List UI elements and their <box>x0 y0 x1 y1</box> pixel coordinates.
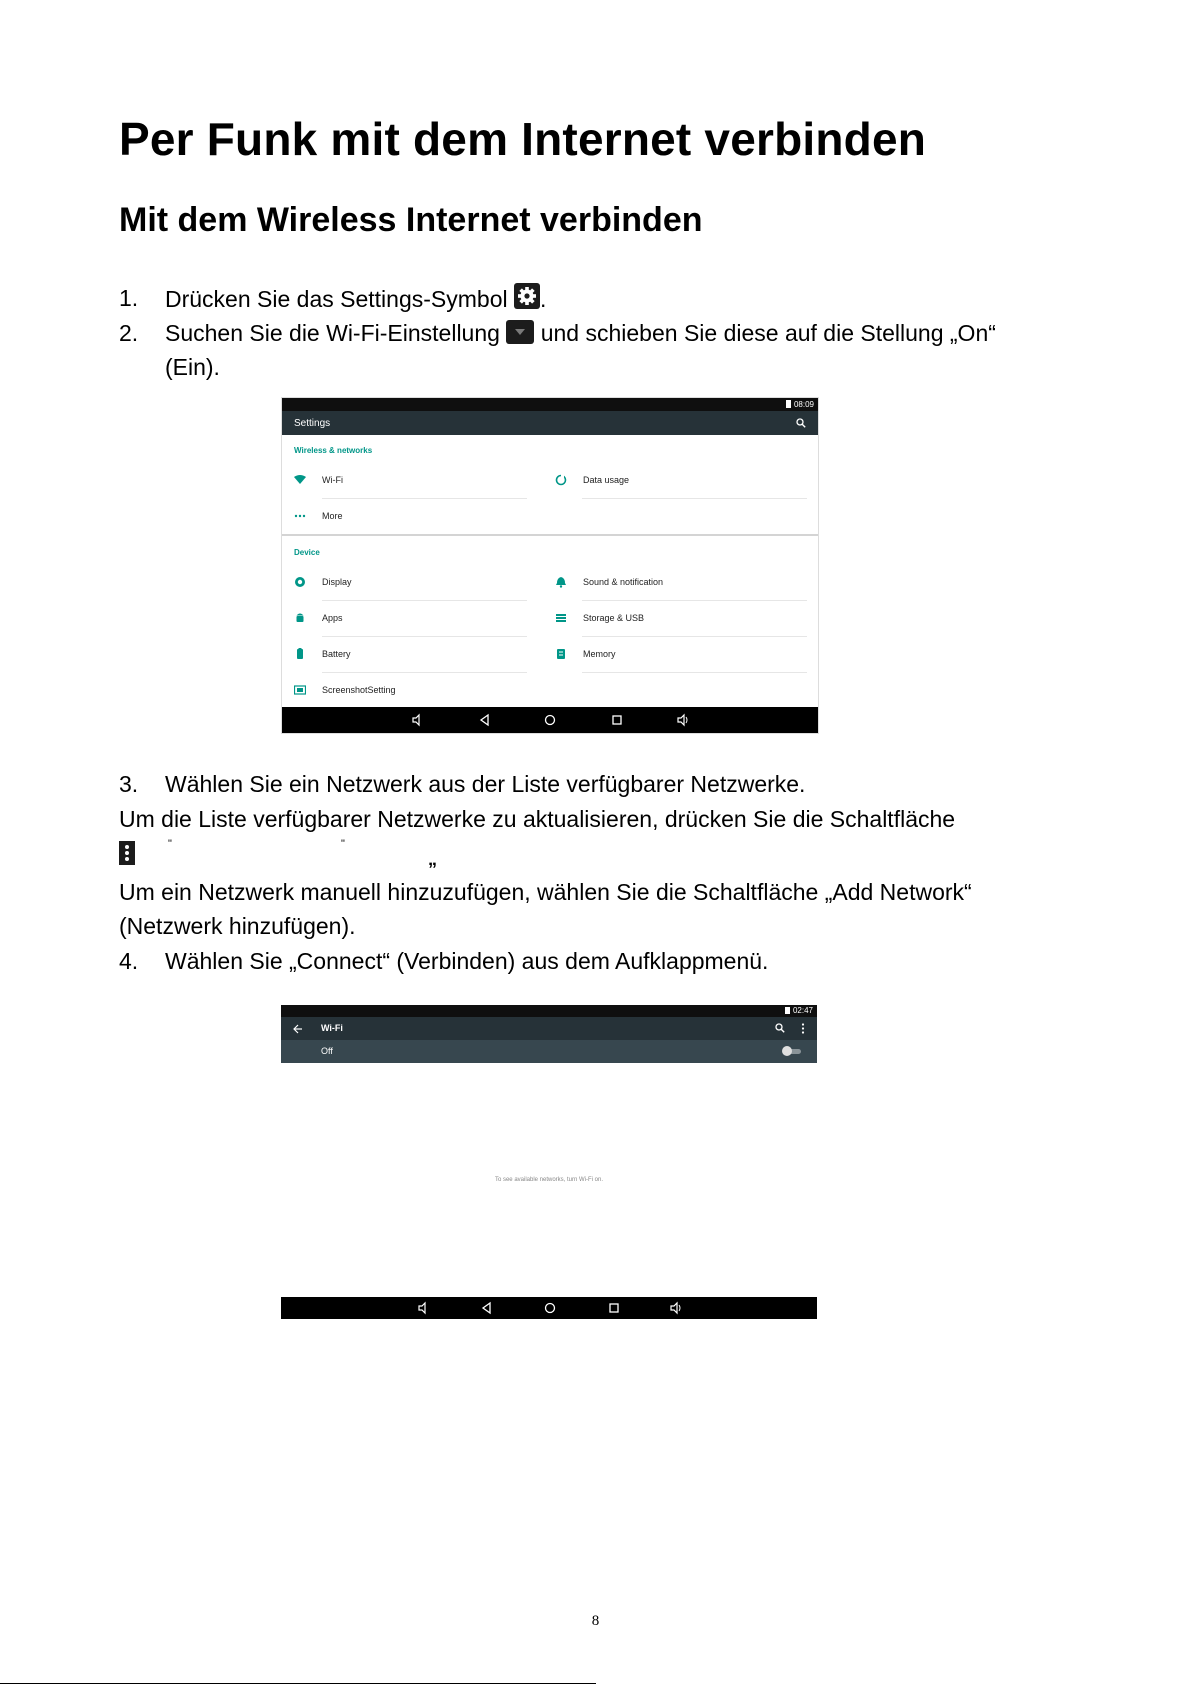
wifi-toggle-label: Off <box>321 1046 333 1056</box>
bell-icon <box>555 576 567 588</box>
clipped-text-fragment-1: " <box>168 838 172 850</box>
step-1-tail: . <box>540 286 547 312</box>
clipped-text-fragment-2: " <box>341 838 345 850</box>
step-1-text: Drücken Sie das Settings-Symbol <box>165 286 508 312</box>
recents-icon-2[interactable] <box>607 1301 621 1315</box>
settings-screenshot <box>281 397 819 734</box>
overflow-menu-icon <box>119 841 135 865</box>
wifi-toggle-bar[interactable] <box>281 1040 817 1063</box>
home-icon-2[interactable] <box>543 1301 557 1315</box>
settings-item-sound-label: Sound & notification <box>583 577 664 587</box>
overflow-menu-icon-2[interactable] <box>801 1023 805 1034</box>
step-2-text: Suchen Sie die Wi-Fi-Einstellung <box>165 320 500 346</box>
settings-item-apps-label: Apps <box>322 613 343 623</box>
recents-icon[interactable] <box>610 713 624 727</box>
volume-up-icon[interactable] <box>676 713 690 727</box>
settings-item-display-label: Display <box>322 577 352 587</box>
more-dots-icon <box>294 510 306 522</box>
section-wireless-networks: Wireless & networks <box>294 446 373 455</box>
back-arrow-icon[interactable] <box>293 1024 303 1034</box>
section-heading: Mit dem Wireless Internet verbinden <box>119 201 703 239</box>
step-2-tail: und schieben Sie diese auf die Stellung „On“ <box>540 320 996 346</box>
refresh-instruction: Um die Liste verfügbarer Netzwerke zu aktualisieren, drücken Sie die Schaltfläche <box>119 806 956 832</box>
battery-status-icon <box>786 400 791 408</box>
page-number: 8 <box>591 1613 600 1629</box>
step-4-text: Wählen Sie „Connect“ (Verbinden) aus dem Aufklappmenü. <box>165 948 769 974</box>
step-1 <box>119 283 138 313</box>
step-2-continuation: (Ein). <box>165 354 220 380</box>
navigation-bar <box>282 707 818 733</box>
home-icon[interactable] <box>543 713 557 727</box>
step-1-text-line <box>165 283 546 314</box>
status-time-2: 02:47 <box>792 1006 813 1015</box>
footer-rule <box>0 1683 596 1684</box>
storage-icon <box>555 612 567 624</box>
android-apps-icon <box>294 612 306 624</box>
step-2-text-line <box>165 318 996 348</box>
navigation-bar-2 <box>281 1297 817 1319</box>
settings-item-screenshot-label: ScreenshotSetting <box>322 685 396 695</box>
volume-up-icon-2[interactable] <box>669 1301 683 1315</box>
settings-item-more-label: More <box>322 511 343 521</box>
clipped-text-fragment-3: „ <box>428 849 437 869</box>
step-4-number: 4. <box>119 948 139 974</box>
volume-down-icon[interactable] <box>410 713 424 727</box>
status-bar-2 <box>281 1005 817 1017</box>
volume-down-icon-2[interactable] <box>416 1301 430 1315</box>
page-heading: Per Funk mit dem Internet verbinden <box>119 113 927 165</box>
settings-item-battery-label: Battery <box>322 649 351 659</box>
battery-icon <box>294 648 306 660</box>
step-1-number: 1. <box>119 285 139 311</box>
wifi-empty-message: To see available networks, turn Wi-Fi on. <box>494 1177 604 1183</box>
wifi-title: Wi-Fi <box>321 1023 343 1033</box>
settings-app-bar <box>282 411 818 435</box>
settings-item-wifi-label: Wi-Fi <box>322 475 343 485</box>
step-3-number: 3. <box>119 771 139 797</box>
settings-item-memory-label: Memory <box>583 649 616 659</box>
settings-gear-icon <box>514 283 540 309</box>
step-3-text: Wählen Sie ein Netzwerk aus der Liste verfügbarer Netzwerke. <box>165 771 806 797</box>
back-icon-2[interactable] <box>480 1301 494 1315</box>
add-network-continuation: (Netzwerk hinzufügen). <box>119 913 356 939</box>
search-icon[interactable] <box>796 418 806 428</box>
settings-item-data-usage-label: Data usage <box>583 475 630 485</box>
data-usage-icon <box>555 474 567 486</box>
search-icon-2[interactable] <box>775 1023 785 1033</box>
add-network-instruction: Um ein Netzwerk manuell hinzuzufügen, wählen Sie die Schaltfläche „Add Network“ <box>119 879 972 905</box>
wifi-settings-icon <box>506 320 534 344</box>
battery-status-icon-2 <box>785 1007 790 1014</box>
wifi-screenshot <box>281 1005 817 1319</box>
step-2-number: 2. <box>119 320 139 346</box>
section-device: Device <box>294 548 320 557</box>
back-icon[interactable] <box>478 713 492 727</box>
screenshot-icon <box>294 684 306 696</box>
wifi-app-bar <box>281 1017 817 1040</box>
display-brightness-icon <box>294 576 306 588</box>
settings-title: Settings <box>294 418 331 429</box>
wifi-icon <box>294 474 306 486</box>
wifi-toggle-thumb[interactable] <box>782 1046 792 1056</box>
memory-icon <box>555 648 567 660</box>
status-bar <box>282 398 818 411</box>
status-time: 08:09 <box>793 400 814 409</box>
settings-item-storage-label: Storage & USB <box>583 613 645 623</box>
